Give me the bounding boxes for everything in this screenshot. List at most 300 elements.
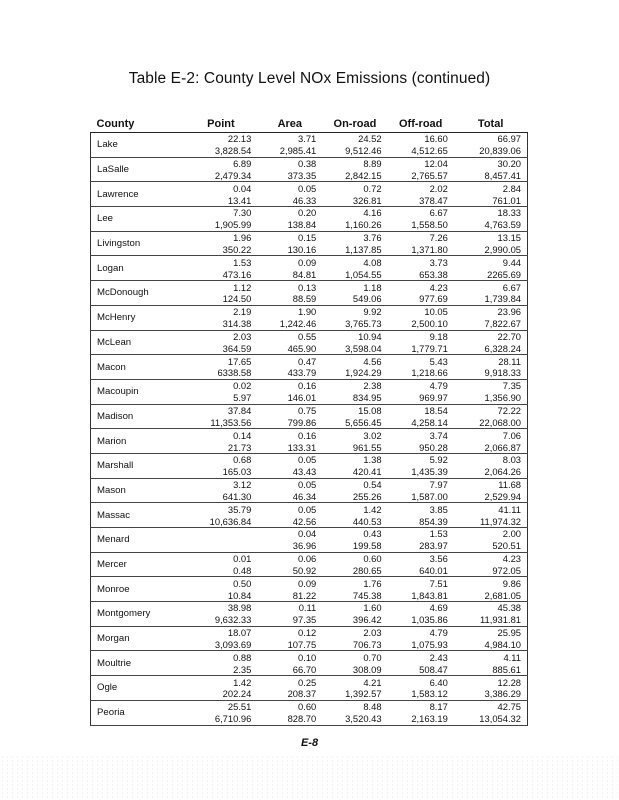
area-value: 0.16	[298, 429, 317, 441]
point-value: 1,905.99	[185, 219, 258, 231]
county-name: Macoupin	[91, 379, 185, 404]
area-value: 373.35	[257, 170, 322, 182]
total-value: 8,457.41	[454, 170, 528, 182]
total-value: 11.68	[454, 478, 528, 490]
onroad-value: 1.76	[363, 577, 382, 589]
offroad-value: 2.02	[429, 182, 448, 194]
point-value: 364.59	[185, 342, 258, 354]
area-value: 0.55	[298, 330, 317, 342]
total-value: 8.03	[454, 453, 528, 465]
total-value: 4.11	[454, 651, 528, 663]
onroad-value: 0.43	[363, 528, 382, 540]
total-value: 4.23	[454, 552, 528, 564]
total-value: 9,918.33	[454, 367, 528, 379]
county-name: McLean	[91, 330, 185, 355]
table-row	[91, 528, 528, 540]
point-value: 1.96	[233, 232, 252, 244]
area-value: 2,985.41	[257, 145, 322, 157]
table-body	[91, 133, 528, 726]
county-name: Peoria	[91, 700, 185, 725]
onroad-value: 1,160.26	[322, 219, 387, 231]
area-value: 130.16	[257, 244, 322, 256]
onroad-value: 1.60	[363, 602, 382, 614]
area-value: 0.12	[298, 627, 317, 639]
table-row	[91, 453, 528, 465]
county-name: Montgomery	[91, 602, 185, 627]
area-value: 107.75	[257, 639, 322, 651]
total-value: 885.61	[454, 663, 528, 675]
offroad-value: 1,035.86	[388, 614, 454, 626]
area-value: 50.92	[257, 565, 322, 577]
offroad-value: 1,218.66	[388, 367, 454, 379]
total-value: 2.84	[454, 182, 528, 194]
county-name: McHenry	[91, 305, 185, 330]
onroad-value: 396.42	[322, 614, 387, 626]
total-value: 2,064.26	[454, 466, 528, 478]
table-row	[91, 231, 528, 243]
onroad-value: 24.52	[358, 133, 382, 145]
total-value: 20,839.06	[454, 145, 528, 157]
table-row	[91, 379, 528, 391]
table-row	[91, 305, 528, 317]
total-value: 23.96	[454, 305, 528, 317]
onroad-value: 0.70	[363, 651, 382, 663]
onroad-value: 255.26	[322, 490, 387, 502]
area-value: 0.05	[298, 454, 317, 466]
area-value: 0.60	[298, 701, 317, 713]
offroad-value: 6.67	[429, 207, 448, 219]
total-value: 1,739.84	[454, 293, 528, 305]
offroad-value: 5.43	[429, 355, 448, 367]
total-value: 13,054.32	[454, 713, 528, 725]
county-name: Marion	[91, 429, 185, 454]
onroad-value: 1,054.55	[322, 268, 387, 280]
onroad-value: 4.56	[363, 355, 382, 367]
onroad-value: 9,512.46	[322, 145, 387, 157]
offroad-value: 653.38	[388, 268, 454, 280]
total-value: 2.00	[454, 528, 528, 540]
point-value: 473.16	[185, 268, 258, 280]
point-value: 2.35	[185, 663, 258, 675]
county-name: Madison	[91, 404, 185, 429]
area-value: 46.34	[257, 490, 322, 502]
total-value: 13.15	[454, 231, 528, 243]
area-value: 0.05	[298, 503, 317, 515]
point-value: 2,479.34	[185, 170, 258, 182]
onroad-value: 2.03	[363, 627, 382, 639]
header-county: County	[91, 117, 185, 133]
offroad-value: 508.47	[388, 663, 454, 675]
county-name: Lawrence	[91, 182, 185, 207]
point-value	[185, 540, 258, 552]
area-value: 133.31	[257, 441, 322, 453]
area-value: 88.59	[257, 293, 322, 305]
area-value: 0.11	[298, 602, 317, 614]
point-value: 6,710.96	[185, 713, 258, 725]
table-header-row	[91, 117, 528, 133]
point-value: 0.50	[233, 577, 252, 589]
county-name: Macon	[91, 355, 185, 380]
onroad-value: 1.18	[363, 281, 382, 293]
county-name: Mercer	[91, 552, 185, 577]
table-row	[91, 157, 528, 169]
onroad-value: 3.76	[363, 232, 382, 244]
offroad-value: 4,258.14	[388, 416, 454, 428]
area-value: 46.33	[257, 194, 322, 206]
offroad-value: 1,843.81	[388, 589, 454, 601]
point-value: 13.41	[185, 194, 258, 206]
total-value: 22,068.00	[454, 416, 528, 428]
total-value: 9.86	[454, 577, 528, 589]
area-value: 799.86	[257, 416, 322, 428]
onroad-value: 440.53	[322, 515, 387, 527]
offroad-value: 16.60	[424, 133, 448, 145]
total-value: 7.35	[454, 379, 528, 391]
offroad-value: 7.97	[429, 479, 448, 491]
header-total: Total	[454, 117, 528, 133]
point-value: 35.79	[227, 503, 252, 515]
area-value: 146.01	[257, 392, 322, 404]
onroad-value: 0.54	[363, 479, 382, 491]
onroad-value: 745.38	[322, 589, 387, 601]
area-value: 43.43	[257, 466, 322, 478]
point-value: 11,353.56	[185, 416, 258, 428]
offroad-value: 2.43	[429, 651, 448, 663]
county-name: Marshall	[91, 453, 185, 478]
offroad-value: 4.69	[429, 602, 448, 614]
header-offroad: Off-road	[388, 117, 454, 133]
onroad-value: 3.02	[363, 429, 382, 441]
county-name: LaSalle	[91, 157, 185, 182]
point-value: 124.50	[185, 293, 258, 305]
onroad-value: 8.48	[363, 701, 382, 713]
table-row	[91, 503, 528, 515]
county-name: Logan	[91, 256, 185, 281]
onroad-value: 3,520.43	[322, 713, 387, 725]
onroad-value: 420.41	[322, 466, 387, 478]
county-nox-table	[90, 117, 528, 726]
area-value: 0.06	[298, 553, 317, 565]
point-value: 0.68	[233, 454, 252, 466]
table-title: Table E-2: County Level NOx Emissions (continued)	[128, 70, 491, 87]
point-value: 6.89	[233, 158, 252, 170]
point-value: 21.73	[185, 441, 258, 453]
offroad-value: 977.69	[388, 293, 454, 305]
point-value: 3,093.69	[185, 639, 258, 651]
offroad-value: 3.73	[429, 256, 448, 268]
area-value: 465.90	[257, 342, 322, 354]
onroad-value: 4.21	[363, 676, 382, 688]
offroad-value: 4.79	[429, 627, 448, 639]
onroad-value: 4.16	[363, 207, 382, 219]
offroad-value: 1,587.00	[388, 490, 454, 502]
area-value: 0.09	[298, 577, 317, 589]
point-value: 641.30	[185, 490, 258, 502]
onroad-value: 0.72	[363, 182, 382, 194]
onroad-value: 1,924.29	[322, 367, 387, 379]
onroad-value: 3,598.04	[322, 342, 387, 354]
point-value: 202.24	[185, 688, 258, 700]
onroad-value: 4.08	[363, 256, 382, 268]
point-value: 1.12	[233, 281, 252, 293]
offroad-value: 640.01	[388, 565, 454, 577]
area-value: 42.56	[257, 515, 322, 527]
point-value: 0.88	[233, 651, 252, 663]
area-value: 1.90	[298, 306, 317, 318]
offroad-value: 3.56	[429, 553, 448, 565]
point-value: 38.98	[227, 602, 252, 614]
table-row	[91, 330, 528, 342]
table-row	[91, 651, 528, 663]
point-value	[185, 528, 258, 540]
area-value: 138.84	[257, 219, 322, 231]
offroad-value: 378.47	[388, 194, 454, 206]
county-name: Lake	[91, 133, 185, 158]
offroad-value: 5.92	[429, 454, 448, 466]
area-value: 66.70	[257, 663, 322, 675]
total-value: 520.51	[454, 540, 528, 552]
area-value: 3.71	[298, 133, 317, 145]
total-value: 41.11	[454, 503, 528, 515]
total-value: 30.20	[454, 157, 528, 169]
onroad-value: 199.58	[322, 540, 387, 552]
total-value: 6,328.24	[454, 342, 528, 354]
offroad-value: 2,765.57	[388, 170, 454, 182]
county-name: Ogle	[91, 676, 185, 701]
table-row	[91, 626, 528, 638]
point-value: 165.03	[185, 466, 258, 478]
total-value: 972.05	[454, 565, 528, 577]
point-value: 350.22	[185, 244, 258, 256]
total-value: 66.97	[454, 133, 528, 145]
onroad-value: 2.38	[363, 380, 382, 392]
table-row	[91, 676, 528, 688]
offroad-value: 969.97	[388, 392, 454, 404]
onroad-value: 1,137.85	[322, 244, 387, 256]
table-row	[91, 429, 528, 441]
header-area: Area	[257, 117, 322, 133]
onroad-value: 2,842.15	[322, 170, 387, 182]
total-value: 12.28	[454, 676, 528, 688]
total-value: 4,984.10	[454, 639, 528, 651]
offroad-value: 3.85	[429, 503, 448, 515]
offroad-value: 1,779.71	[388, 342, 454, 354]
county-name: Moultrie	[91, 651, 185, 676]
point-value: 17.65	[227, 355, 252, 367]
table-row	[91, 700, 528, 712]
area-value: 828.70	[257, 713, 322, 725]
offroad-value: 1,075.93	[388, 639, 454, 651]
offroad-value: 12.04	[424, 158, 448, 170]
area-value: 433.79	[257, 367, 322, 379]
area-value: 0.38	[298, 158, 317, 170]
onroad-value: 5,656.45	[322, 416, 387, 428]
offroad-value: 7.51	[429, 577, 448, 589]
offroad-value: 9.18	[429, 330, 448, 342]
offroad-value: 4,512.65	[388, 145, 454, 157]
offroad-value: 854.39	[388, 515, 454, 527]
onroad-value: 961.55	[322, 441, 387, 453]
point-value: 7.30	[233, 207, 252, 219]
area-value: 208.37	[257, 688, 322, 700]
onroad-value: 3,765.73	[322, 318, 387, 330]
area-value: 0.05	[298, 479, 317, 491]
total-value: 7.06	[454, 429, 528, 441]
total-value: 2,990.05	[454, 244, 528, 256]
point-value: 2.03	[233, 330, 252, 342]
total-value: 7,822.67	[454, 318, 528, 330]
total-value: 28.11	[454, 355, 528, 367]
header-onroad: On-road	[322, 117, 387, 133]
total-value: 761.01	[454, 194, 528, 206]
county-name: Mason	[91, 478, 185, 503]
offroad-value: 18.54	[424, 404, 448, 416]
onroad-value: 10.94	[358, 330, 382, 342]
onroad-value: 0.60	[363, 553, 382, 565]
point-value: 0.04	[233, 182, 252, 194]
onroad-value: 1.38	[363, 454, 382, 466]
point-value: 0.01	[233, 553, 252, 565]
onroad-value: 706.73	[322, 639, 387, 651]
total-value: 72.22	[454, 404, 528, 416]
area-value: 0.47	[298, 355, 317, 367]
total-value: 1,356.90	[454, 392, 528, 404]
total-value: 6.67	[454, 281, 528, 293]
point-value: 3,828.54	[185, 145, 258, 157]
offroad-value: 283.97	[388, 540, 454, 552]
area-value: 0.16	[298, 380, 317, 392]
area-value: 81.22	[257, 589, 322, 601]
table-row	[91, 355, 528, 367]
point-value: 314.38	[185, 318, 258, 330]
offroad-value: 1.53	[429, 528, 448, 540]
total-value: 11,931.81	[454, 614, 528, 626]
total-value: 2,529.94	[454, 490, 528, 502]
page-number: E-8	[300, 737, 319, 749]
onroad-value: 308.09	[322, 663, 387, 675]
table-row	[91, 182, 528, 194]
offroad-value: 1,558.50	[388, 219, 454, 231]
total-value: 9.44	[454, 256, 528, 268]
onroad-value: 9.92	[363, 306, 382, 318]
total-value: 4,763.59	[454, 219, 528, 231]
total-value: 2,681.05	[454, 589, 528, 601]
point-value: 0.14	[233, 429, 252, 441]
table-row	[91, 207, 528, 219]
point-value: 3.12	[233, 479, 252, 491]
area-value: 0.04	[298, 528, 317, 540]
table-row	[91, 577, 528, 589]
point-value: 10,636.84	[185, 515, 258, 527]
area-value: 0.10	[298, 651, 317, 663]
header-point: Point	[185, 117, 258, 133]
county-name: Massac	[91, 503, 185, 528]
county-name: McDonough	[91, 281, 185, 306]
table-row	[91, 281, 528, 293]
point-value: 9,632.33	[185, 614, 258, 626]
table-row	[91, 404, 528, 416]
onroad-value: 280.65	[322, 565, 387, 577]
county-name: Monroe	[91, 577, 185, 602]
offroad-value: 3.74	[429, 429, 448, 441]
onroad-value: 8.89	[363, 158, 382, 170]
scan-noise	[0, 755, 619, 800]
offroad-value: 2,500.10	[388, 318, 454, 330]
table-row	[91, 602, 528, 614]
point-value: 0.02	[233, 380, 252, 392]
total-value: 11,974.32	[454, 515, 528, 527]
area-value: 84.81	[257, 268, 322, 280]
onroad-value: 549.06	[322, 293, 387, 305]
offroad-value: 2,163.19	[388, 713, 454, 725]
area-value: 0.20	[298, 207, 317, 219]
total-value: 45.38	[454, 602, 528, 614]
county-name: Lee	[91, 207, 185, 232]
point-value: 6338.58	[185, 367, 258, 379]
area-value: 0.09	[298, 256, 317, 268]
area-value: 0.05	[298, 182, 317, 194]
offroad-value: 950.28	[388, 441, 454, 453]
area-value: 0.25	[298, 676, 317, 688]
offroad-value: 1,371.80	[388, 244, 454, 256]
point-value: 18.07	[227, 627, 252, 639]
point-value: 37.84	[227, 404, 252, 416]
table-row	[91, 552, 528, 564]
offroad-value: 8.17	[429, 701, 448, 713]
point-value: 25.51	[227, 701, 252, 713]
area-value: 1,242.46	[257, 318, 322, 330]
offroad-value: 10.05	[424, 306, 448, 318]
total-value: 42.75	[454, 700, 528, 712]
total-value: 3,386.29	[454, 688, 528, 700]
point-value: 1.42	[233, 676, 252, 688]
table-row	[91, 478, 528, 490]
county-name: Livingston	[91, 231, 185, 256]
onroad-value: 1,392.57	[322, 688, 387, 700]
point-value: 22.13	[227, 133, 252, 145]
total-value: 25.95	[454, 626, 528, 638]
offroad-value: 4.79	[429, 380, 448, 392]
offroad-value: 1,435.39	[388, 466, 454, 478]
area-value: 0.13	[298, 281, 317, 293]
point-value: 1.53	[233, 256, 252, 268]
area-value: 0.75	[298, 404, 317, 416]
offroad-value: 1,583.12	[388, 688, 454, 700]
area-value: 36.96	[257, 540, 322, 552]
county-name: Morgan	[91, 626, 185, 651]
onroad-value: 326.81	[322, 194, 387, 206]
area-value: 0.15	[298, 232, 317, 244]
offroad-value: 6.40	[429, 676, 448, 688]
point-value: 2.19	[233, 306, 252, 318]
onroad-value: 15.08	[358, 404, 382, 416]
point-value: 0.48	[185, 565, 258, 577]
offroad-value: 4.23	[429, 281, 448, 293]
onroad-value: 1.42	[363, 503, 382, 515]
total-value: 2265.69	[454, 268, 528, 280]
onroad-value: 834.95	[322, 392, 387, 404]
point-value: 5.97	[185, 392, 258, 404]
table-row	[91, 256, 528, 268]
table-row	[91, 133, 528, 145]
offroad-value: 7.26	[429, 232, 448, 244]
area-value: 97.35	[257, 614, 322, 626]
county-name: Menard	[91, 528, 185, 553]
total-value: 18.33	[454, 207, 528, 219]
point-value: 10.84	[185, 589, 258, 601]
total-value: 22.70	[454, 330, 528, 342]
total-value: 2,066.87	[454, 441, 528, 453]
